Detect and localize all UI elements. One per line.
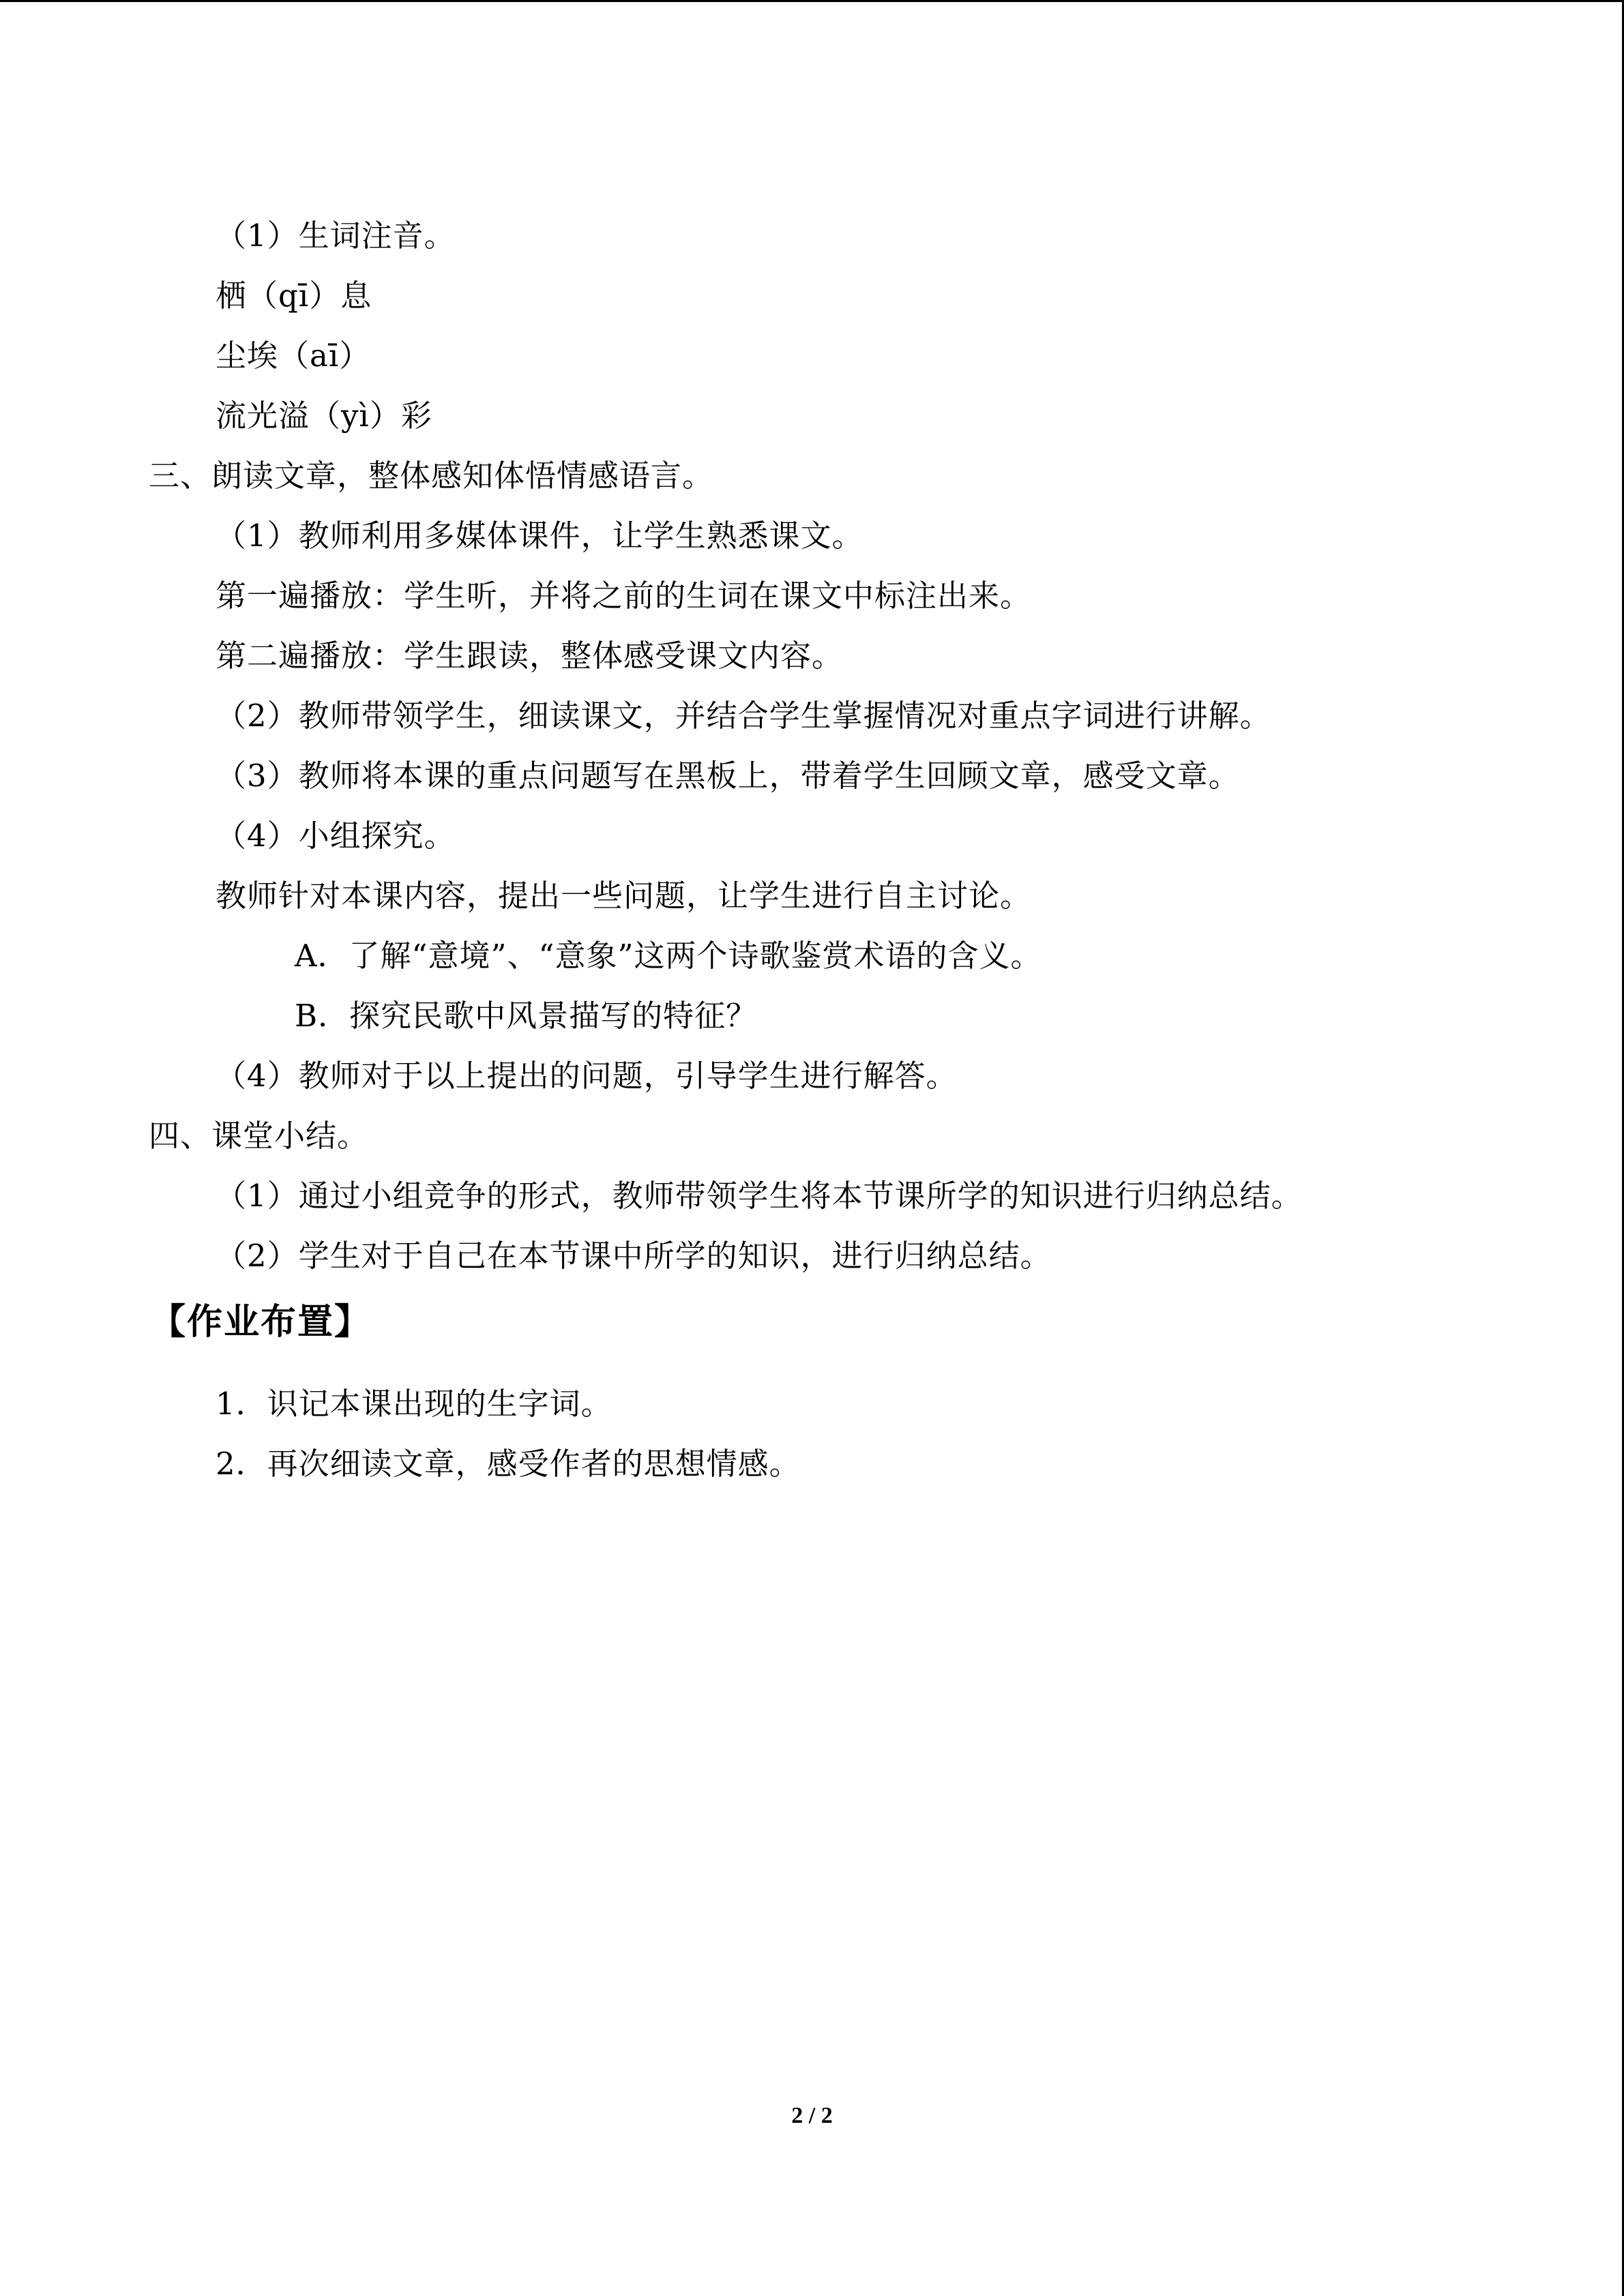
question-item: B．探究民歌中风景描写的特征？ [295, 998, 758, 1034]
vocab-item: 栖（qī）息 [216, 278, 372, 314]
paragraph: （1）通过小组竞争的形式，教师带领学生将本节课所学的知识进行归纳总结。 [216, 1178, 1303, 1214]
paragraph: （2）学生对于自己在本节课中所学的知识，进行归纳总结。 [216, 1238, 1052, 1274]
homework-item: 2．再次细读文章，感受作者的思想情感。 [216, 1446, 801, 1482]
vocab-pinyin-heading: （1）生词注音。 [216, 218, 456, 254]
paragraph: （1）教师利用多媒体课件，让学生熟悉课文。 [216, 518, 863, 554]
paragraph: 教师针对本课内容，提出一些问题，让学生进行自主讨论。 [216, 878, 1032, 914]
paragraph: 第二遍播放：学生跟读，整体感受课文内容。 [216, 638, 844, 674]
homework-item: 1．识记本课出现的生字词。 [216, 1386, 612, 1422]
question-item: A．了解“意境”、“意象”这两个诗歌鉴赏术语的含义。 [295, 938, 1042, 974]
paragraph: （3）教师将本课的重点问题写在黑板上，带着学生回顾文章，感受文章。 [216, 758, 1240, 794]
section-heading: 三、朗读文章，整体感知体悟情感语言。 [149, 458, 714, 494]
paragraph: 第一遍播放：学生听，并将之前的生词在课文中标注出来。 [216, 578, 1032, 614]
vocab-item: 流光溢（yì）彩 [216, 398, 432, 434]
vocab-item: 尘埃（aī） [216, 338, 371, 374]
homework-heading: 【作业布置】 [150, 1301, 372, 1343]
page-number: 2 / 2 [791, 2103, 833, 2128]
paragraph: （4）小组探究。 [216, 818, 456, 854]
section-heading: 四、课堂小结。 [149, 1118, 369, 1154]
paragraph: （2）教师带领学生，细读课文，并结合学生掌握情况对重点字词进行讲解。 [216, 698, 1271, 734]
paragraph: （4）教师对于以上提出的问题，引导学生进行解答。 [216, 1058, 958, 1094]
